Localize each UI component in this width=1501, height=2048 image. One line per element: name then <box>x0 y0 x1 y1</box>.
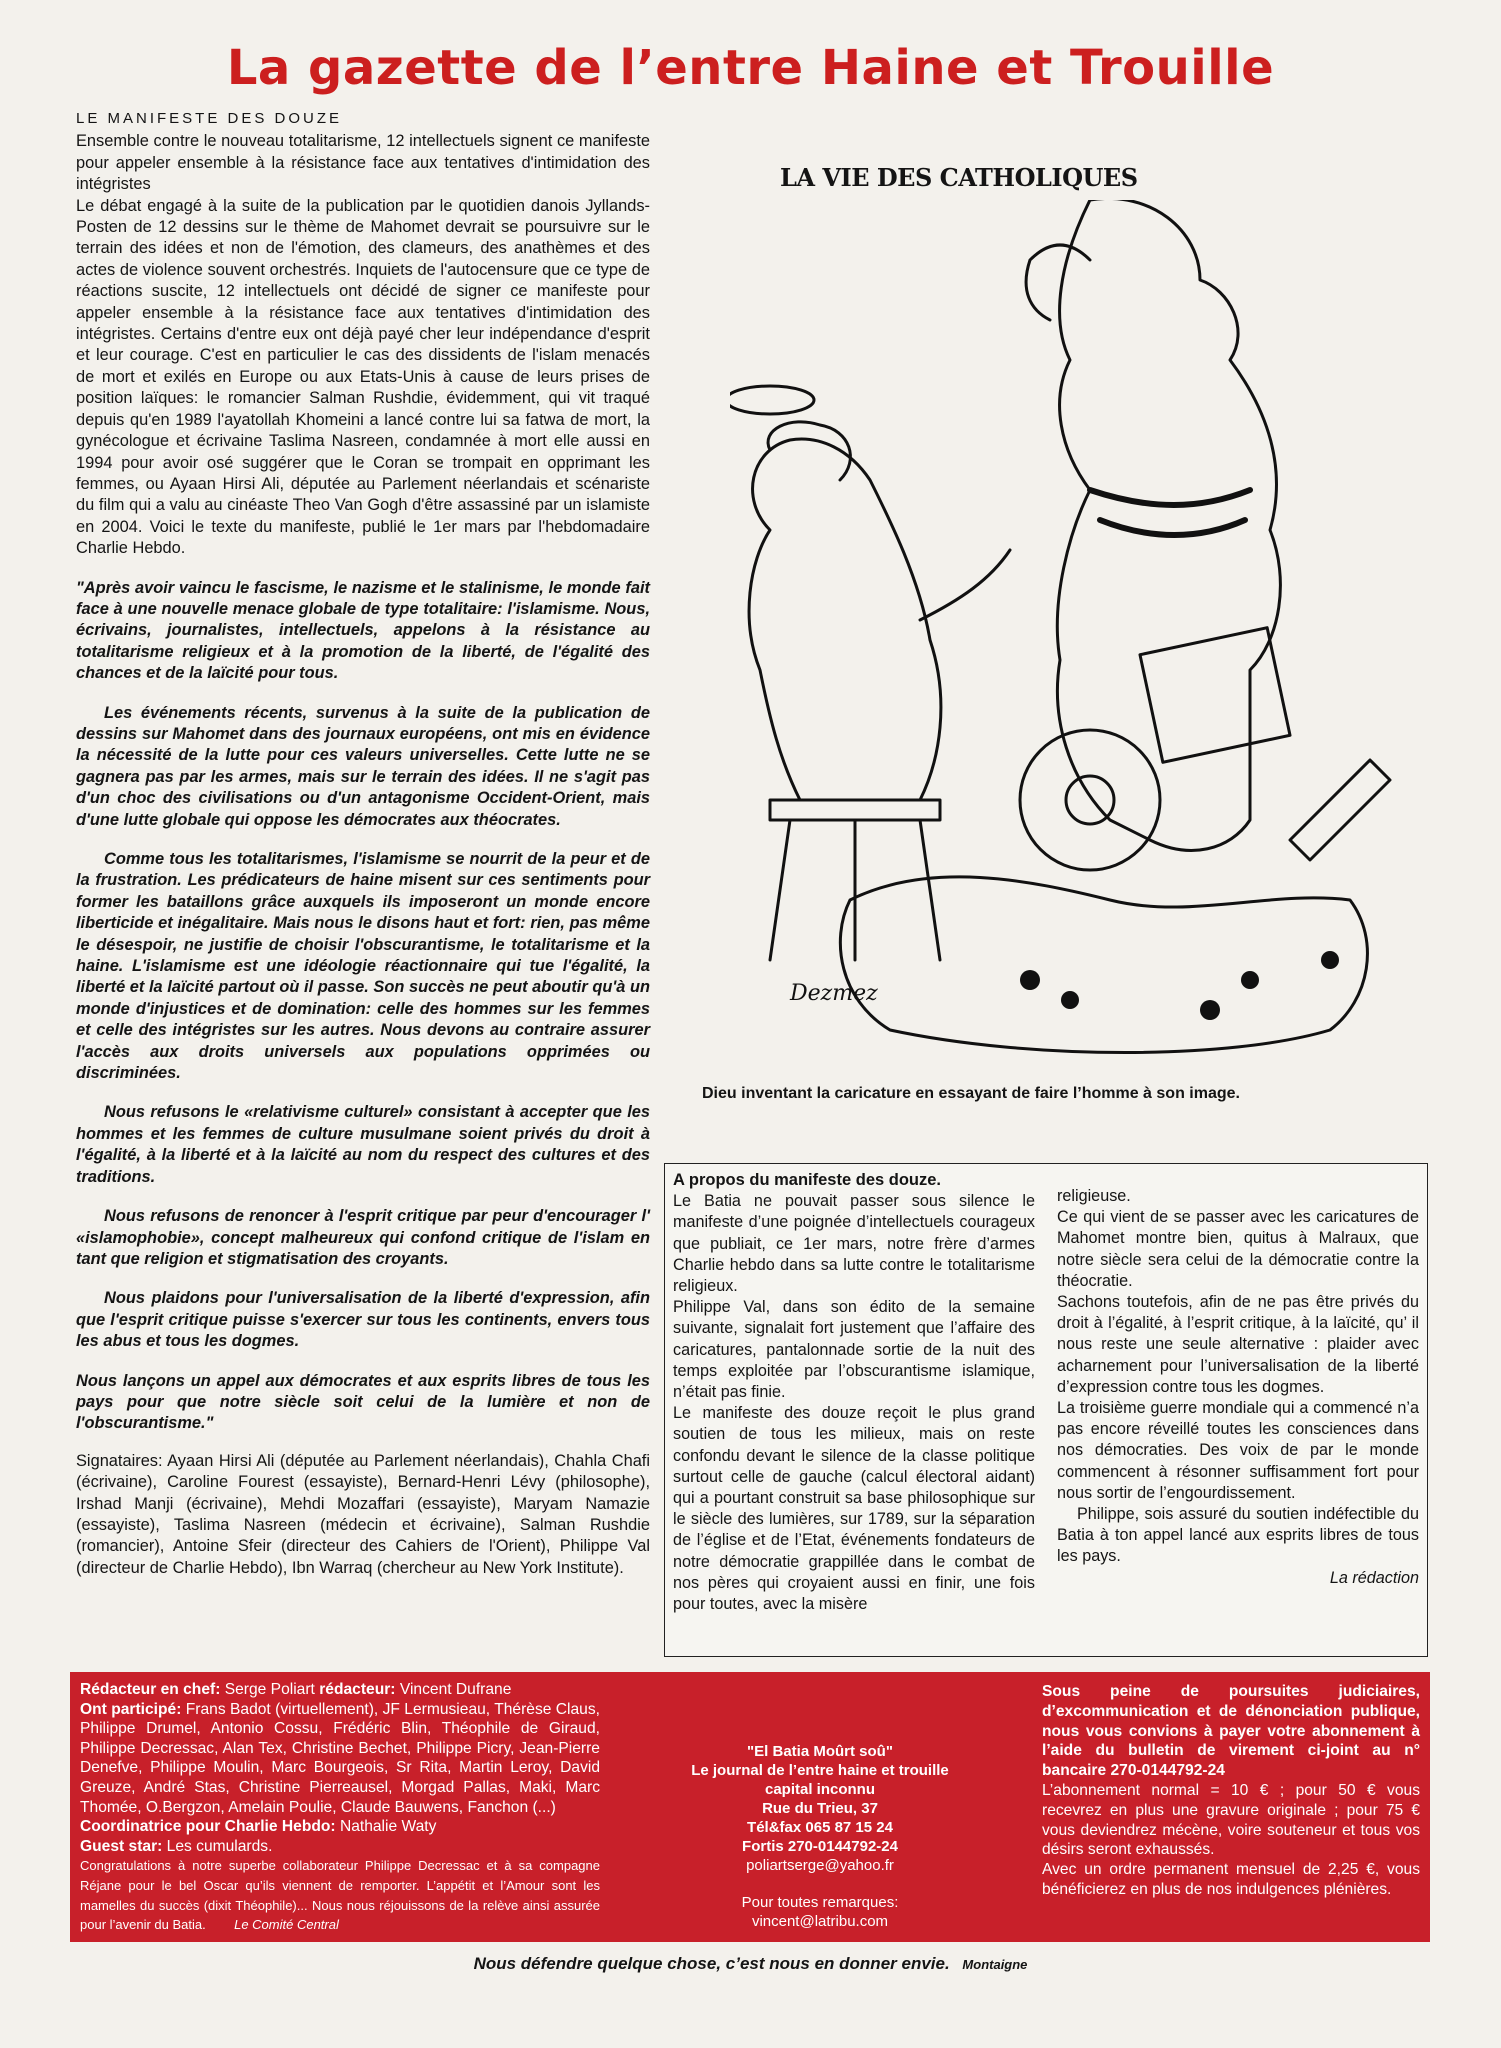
guest-name: Les cumulards. <box>166 1837 273 1855</box>
article-kicker: LE MANIFESTE DES DOUZE <box>76 110 343 127</box>
apropos-title: A propos du manifeste des douze. <box>673 1171 942 1189</box>
publication-capital: capital inconnu <box>764 1781 875 1798</box>
manifesto-quote: Nous refusons le «relativisme culturel» consistant à accepter que les hommes et les femmes de culture musulmane soient privés du droit à l'égalité, à la liberté et à la laïcité au nom du respect des cultures et des traditions. <box>76 1103 650 1186</box>
motto-author: Montaigne <box>962 1957 1028 1972</box>
publication-bank: Fortis 270-0144792-24 <box>742 1838 898 1855</box>
manifesto-quote: Comme tous les totalitarismes, l'islamisme se nourrit de la peur et de la frustration. Les prédicateurs de haine misent sur ces sentiments pour former les bataillons grâce auxquels ils imposeront un monde encore liberticide et inégalitaire. Mais nous le disons haut et fort: rien, pas même le désespoir, ne justifie de choisir l'obscurantisme, le totalitarisme et la haine. L'islamisme est une idéologie réactionnaire qui tue l'égalité, la liberté et la laïcité partout où il passe. Son succès ne peut aboutir qu'à un monde d'injustices et de domination: celle des hommes sur les femmes et celle des intégristes sur les autres. Nous devons au contraire assurer l'accès aux droits universels aux populations opprimées ou discriminées. <box>76 850 650 1083</box>
apropos-paragraph: La troisième guerre mondiale qui a commencé n’a pas encore réveillé toutes les consciences dans nos démocraties. Des voix de par le monde commencent à résonner suffisamment fort pour nous sortir de l’engourdissement. <box>1057 1399 1419 1502</box>
publication-address: Rue du Trieu, 37 <box>762 1800 878 1817</box>
publication-info-panel <box>610 1672 1030 1942</box>
apropos-signature: La rédaction <box>1329 1568 1419 1587</box>
chief-label: Rédacteur en chef: <box>80 1681 221 1698</box>
halo-icon <box>730 386 814 414</box>
chief-name: Serge Poliart <box>224 1681 315 1698</box>
subscription-standing-order: Avec un ordre permanent mensuel de 2,25 €, vous bénéficierez en plus de nos indulgences plénières. <box>1042 1861 1420 1898</box>
apropos-paragraph: Le manifeste des douze reçoit le plus grand soutien de tous les milieux, mais on reste confondu devant le silence de la classe politique surtout celle de gauche (calcul électoral aidant) qui a pourtant construit sa base philosophique sur le siècle des lumières, sur 1789, sur la séparation de l’église et de l’Etat, événements fondateurs de notre démocratie grappillée dans le combat de nos pères qui croyaient aussi en finir, une fois pour toutes, avec la misère <box>673 1404 1035 1614</box>
article-lead: Ensemble contre le nouveau totalitarisme, 12 intellectuels signent ce manifeste pour appeler ensemble à la résistance face aux tentatives d'intimidation des intégristes <box>76 132 650 194</box>
cartoon-illustration <box>730 200 1420 1080</box>
cartoon-section-title: LA VIE DES CATHOLIQUES <box>780 163 1138 192</box>
publication-name: "El Batia Moûrt soû" <box>747 1743 893 1760</box>
manifesto-quote: Les événements récents, survenus à la suite de la publication de dessins sur Mahomet dans des journaux européens, ont mis en évidence la nécessité de la lutte pour ces valeurs universelles. Cette lutte ne se gagnera pas par les armes, mais sur le terrain des idées. Il ne s'agit pas d'un choc des civilisations ou d'un antagonisme Occident-Orient, mais d'une lutte globale qui oppose les démocrates aux théocrates. <box>76 703 650 829</box>
editor-name: Vincent Dufrane <box>399 1681 512 1698</box>
remarks-email[interactable]: vincent@latribu.com <box>751 1913 889 1930</box>
manifesto-quote: Nous lançons un appel aux démocrates et aux esprits libres de tous les pays pour que notre siècle soit celui de la lumière et non de l'obscurantisme." <box>76 1371 650 1433</box>
contributors-label: Ont participé: <box>80 1700 182 1718</box>
manifesto-quote: Nous plaidons pour l'universalisation de la liberté d'expression, afin que l'esprit critique puisse s'exercer sur tous les continents, envers tous les abus et tous les dogmes. <box>76 1289 650 1351</box>
contributors-list: Frans Badot (virtuellement), JF Lermusieau, Thérèse Claus, Philippe Drumel, Antonio Cossu, Frédéric Blin, Théophile de Giraud, Philippe Decressac, Alan Tex, Christine Bechet, Philippe Picry, Jean-Pierre Denefve, Philippe Moulin, Marc Bourgeois, Sr Rita, Martin Leroy, David Greuze, André Stas, Christine Pierreausel, Morgad Pallas, Maki, Marc Thomée, O.Bergzon, Amelain Poulie, Claude Bauwens, Fanchon (...) <box>80 1700 600 1816</box>
apropos-paragraph: Ce qui vient de se passer avec les caricatures de Mahomet montre bien, quitus à Malraux, que notre siècle sera celui de la démocratie contre la théocratie. <box>1057 1208 1419 1290</box>
apropos-column-2 <box>1057 1186 1419 1589</box>
coordinator-label: Coordinatrice pour Charlie Hebdo: <box>80 1818 336 1836</box>
subscription-notice: Sous peine de poursuites judiciaires, d’excommunication et de dénonciation publique, nous vous convions à payer votre abonnement à l’aide du bulletin de virement ci-joint au n° bancaire 270-0144792-24 <box>1042 1683 1420 1780</box>
subscription-panel <box>1030 1672 1430 1942</box>
publication-phone: Tél&fax 065 87 15 24 <box>747 1819 893 1836</box>
publication-tagline: Le journal de l’entre haine et trouille <box>691 1762 949 1779</box>
cartoon-caption: Dieu inventant la caricature en essayant de faire l’homme à son image. <box>702 1085 1240 1102</box>
gazette-title: La gazette de l’entre Haine et Trouille <box>226 40 1275 96</box>
guest-label: Guest star: <box>80 1837 163 1855</box>
manifesto-quote: Nous refusons de renoncer à l'esprit critique par peur d'encourager l' «islamophobie», concept malheureux qui confond critique de l'islam en tant que religion et stigmatisation des croyants. <box>76 1207 650 1268</box>
manifesto-article <box>76 108 650 1579</box>
apropos-column-1 <box>673 1170 1035 1615</box>
motto-text: Nous défendre quelque chose, c’est nous en donner envie. <box>473 1954 950 1973</box>
apropos-paragraph: Sachons toutefois, afin de ne pas être privés du droit à l’égalité, à l’esprit critique, à la laïcité, qu’ il nous reste une seule alternative : plaider avec acharnement pour l’universalisation de la liberté d’expression contre tous les dogmes. <box>1057 1293 1419 1396</box>
article-body: Le débat engagé à la suite de la publication par le quotidien danois Jyllands-Posten de 12 dessins sur le thème de Mahomet devrait se poursuivre sur le terrain des idées et non de l'émotion, des clameurs, des anathèmes et des actes de violence souvent orchestrés. Inquiets de l'autocensure que ce type de réactions suscite, 12 intellectuels ont décidé de signer ce manifeste pour appeler ensemble à la résistance face aux tentatives d'intimidation des intégristes. Certains d'entre eux ont déjà payé cher leur indépendance d'esprit et leur courage. C'est en particulier le cas des dissidents de l'islam menacés de mort et exilés en Europe ou aux Etats-Unis à cause de leurs prises de position laïques: le romancier Salman Rushdie, évidemment, qui vit traqué depuis qu'en 1989 l'ayatollah Khomeini a lancé contre lui sa fatwa de mort, la gynécologue et écrivaine Taslima Nasreen, condamnée à mort elle aussi en 1994 pour avoir osé suggérer que le Coran se trompait en opprimant les femmes, ou Ayaan Hirsi Ali, députée au Parlement néerlandais et scénariste du film qui a valu au cinéaste Theo Van Gogh d'être assassiné par un islamiste en 2004. Voici le texte du manifeste, publié le 1er mars par l'hebdomadaire Charlie Hebdo. <box>76 196 650 558</box>
coordinator-name: Nathalie Waty <box>339 1818 437 1836</box>
apropos-paragraph: Le Batia ne pouvait passer sous silence le manifeste d’une poignée d’intellectuels courageux que publiait, ce 1er mars, notre frère d’armes Charlie hebdo dans sa lutte contre le totalitarisme religieux. <box>673 1192 1035 1296</box>
apropos-paragraph: Philippe Val, dans son édito de la semaine suivante, signalait fort justement que l’affaire des caricatures, pantalonnade sortie de la nuit des temps exploitée par l’obscurantisme islamique, n’était pas finie. <box>673 1298 1035 1402</box>
manifesto-quote: "Après avoir vaincu le fascisme, le nazisme et le stalinisme, le monde fait face à une nouvelle menace globale de type totalitaire: l'islamisme. Nous, écrivains, journalistes, intellectuels, appelons à la résistance au totalitarisme religieux et à la promotion de la liberté, de l'égalité des chances et de la laïcité pour tous. <box>76 578 650 683</box>
remarks-label: Pour toutes remarques: <box>741 1894 899 1911</box>
congratulations-text: Congratulations à notre superbe collaborateur Philippe Decressac et à sa compagne Réjane pour le bel Oscar qu’ils viennent de remporter. L’appétit et l’Amour sont les mamelles du succès (dixit Théophile)... Nous nous réjouissons de la relève ainsi assurée pour l’avenir du Batia. <box>80 1858 600 1933</box>
apropos-paragraph: Philippe, sois assuré du soutien indéfectible du Batia à ton appel lancé aux esprits libres de tous les pays. <box>1057 1505 1419 1566</box>
congratulations-signature: Le Comité Central <box>234 1917 339 1933</box>
credits-panel <box>70 1672 610 1942</box>
cartoon-signature: Dezmez <box>790 981 878 1006</box>
apropos-paragraph: religieuse. <box>1057 1187 1131 1205</box>
editor-label: rédacteur: <box>319 1681 396 1698</box>
subscription-rates: L’abonnement normal = 10 € ; pour 50 € vous recevrez en plus une gravure originale ; pour 75 € vous deviendrez mécène, voire souteneur et tous vos désirs seront exhaussés. <box>1042 1781 1420 1859</box>
apropos-box <box>664 1163 1428 1657</box>
signatories: Signataires: Ayaan Hirsi Ali (députée au Parlement néerlandais), Chahla Chafi (écrivaine), Caroline Fourest (essayiste), Bernard-Henri Lévy (philosophe), Irshad Manji (écrivaine), Mehdi Mozaffari (essayiste), Maryam Namazie (essayiste), Taslima Nasreen (médecin et écrivaine), Salman Rushdie (romancier), Antoine Sfeir (directeur des Cahiers de l'Orient), Philippe Val (directeur de Charlie Hebdo), Ibn Warraq (chercheur au New York Institute). <box>76 1451 650 1577</box>
motto-line <box>0 1954 1501 1974</box>
publication-email[interactable]: poliartserge@yahoo.fr <box>746 1857 894 1874</box>
